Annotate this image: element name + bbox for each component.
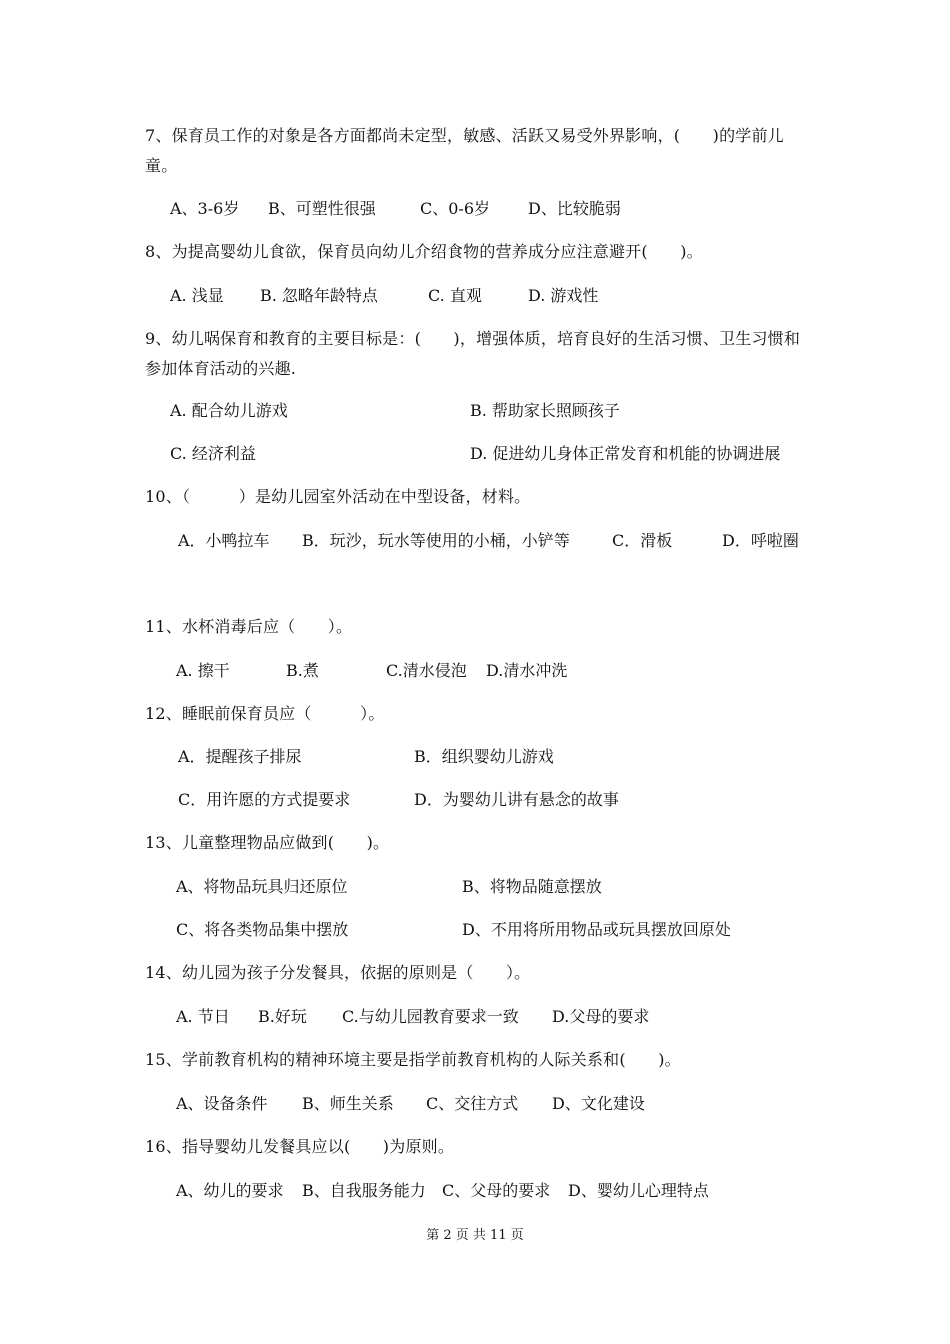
option-a: A、幼儿的要求 — [176, 1181, 284, 1200]
option-b: B．组织婴幼儿游戏 — [414, 747, 554, 766]
question-12: 12、睡眠前保育员应（ ）。 — [145, 704, 385, 723]
question-12-options-row-2 — [170, 785, 820, 815]
option-a: A、设备条件 — [176, 1094, 268, 1113]
option-c: C、将各类物品集中摆放 — [176, 920, 349, 939]
page-footer: 第 2 页 共 11 页 — [426, 1228, 524, 1243]
option-b: B.煮 — [286, 661, 319, 680]
question-7: 7、保育员工作的对象是各方面都尚未定型，敏感、活跃又易受外界影响，( )的学前儿童。 — [145, 126, 784, 175]
option-c: C．用许愿的方式提要求 — [178, 790, 351, 809]
option-c: C．滑板 — [612, 531, 673, 550]
option-a: A. 浅显 — [170, 286, 224, 305]
question-10: 10、（ ）是幼儿园室外活动在中型设备，材料。 — [145, 487, 531, 506]
option-c: C、父母的要求 — [442, 1181, 551, 1200]
option-c: C、交往方式 — [426, 1094, 519, 1113]
option-d: D．为婴幼儿讲有悬念的故事 — [414, 790, 619, 809]
question-15: 15、学前教育机构的精神环境主要是指学前教育机构的人际关系和( )。 — [145, 1050, 681, 1069]
question-10-options — [170, 526, 820, 556]
option-b: B. 忽略年龄特点 — [260, 286, 378, 305]
question-13: 13、儿童整理物品应做到( )。 — [145, 833, 390, 852]
question-8-options — [170, 281, 820, 311]
option-d: D. 游戏性 — [528, 286, 599, 305]
question-16-options — [170, 1176, 820, 1206]
question-9-options-row-2 — [170, 439, 820, 469]
option-a: A、将物品玩具归还原位 — [176, 877, 348, 896]
option-a: A．提醒孩子排尿 — [178, 747, 302, 766]
option-a: A、3-6岁 — [170, 199, 240, 218]
option-d: D. 促进幼儿身体正常发育和机能的协调进展 — [470, 444, 781, 463]
option-d: D.父母的要求 — [552, 1007, 650, 1026]
option-a: A. 擦干 — [176, 661, 230, 680]
option-c: C.清水侵泡 — [386, 661, 467, 680]
question-9-options-row-1 — [170, 396, 820, 426]
option-d: D、文化建设 — [552, 1094, 645, 1113]
question-14-options — [170, 1002, 820, 1032]
option-b: B、自我服务能力 — [302, 1181, 426, 1200]
question-12-options-row-1 — [170, 742, 820, 772]
question-8: 8、为提高婴幼儿食欲，保育员向幼儿介绍食物的营养成分应注意避开( )。 — [145, 242, 703, 261]
question-11-options — [170, 656, 820, 686]
option-c: C.与幼儿园教育要求一致 — [342, 1007, 519, 1026]
option-b: B．玩沙，玩水等使用的小桶，小铲等 — [302, 531, 570, 550]
question-7-options — [170, 194, 820, 224]
option-d: D、比较脆弱 — [528, 199, 621, 218]
option-a: A．小鸭拉车 — [178, 531, 270, 550]
option-a: A. 节日 — [176, 1007, 230, 1026]
option-b: B、将物品随意摆放 — [462, 877, 602, 896]
option-b: B、可塑性很强 — [268, 199, 376, 218]
option-d: D、不用将所用物品或玩具摆放回原处 — [462, 920, 731, 939]
option-d: D.清水冲洗 — [486, 661, 568, 680]
option-a: A. 配合幼儿游戏 — [170, 401, 288, 420]
question-16: 16、指导婴幼儿发餐具应以( )为原则。 — [145, 1137, 455, 1156]
option-c: C、0-6岁 — [420, 199, 491, 218]
option-d: D．呼啦圈 — [722, 531, 799, 550]
question-15-options — [170, 1089, 820, 1119]
question-11: 11、水杯消毒后应（ ）。 — [145, 617, 353, 636]
question-14: 14、幼儿园为孩子分发餐具，依据的原则是（ ）。 — [145, 963, 531, 982]
option-b: B. 帮助家长照顾孩子 — [470, 401, 620, 420]
option-d: D、婴幼儿心理特点 — [568, 1181, 709, 1200]
option-c: C. 直观 — [428, 286, 482, 305]
option-c: C. 经济利益 — [170, 444, 256, 463]
option-b: B.好玩 — [258, 1007, 307, 1026]
question-13-options-row-1 — [170, 872, 820, 902]
question-9: 9、幼儿㖞保育和教育的主要目标是：( )，增强体质，培育良好的生活习惯、卫生习惯和参加体育活动的兴趣. — [145, 329, 801, 378]
option-b: B、师生关系 — [302, 1094, 394, 1113]
question-13-options-row-2 — [170, 915, 820, 945]
